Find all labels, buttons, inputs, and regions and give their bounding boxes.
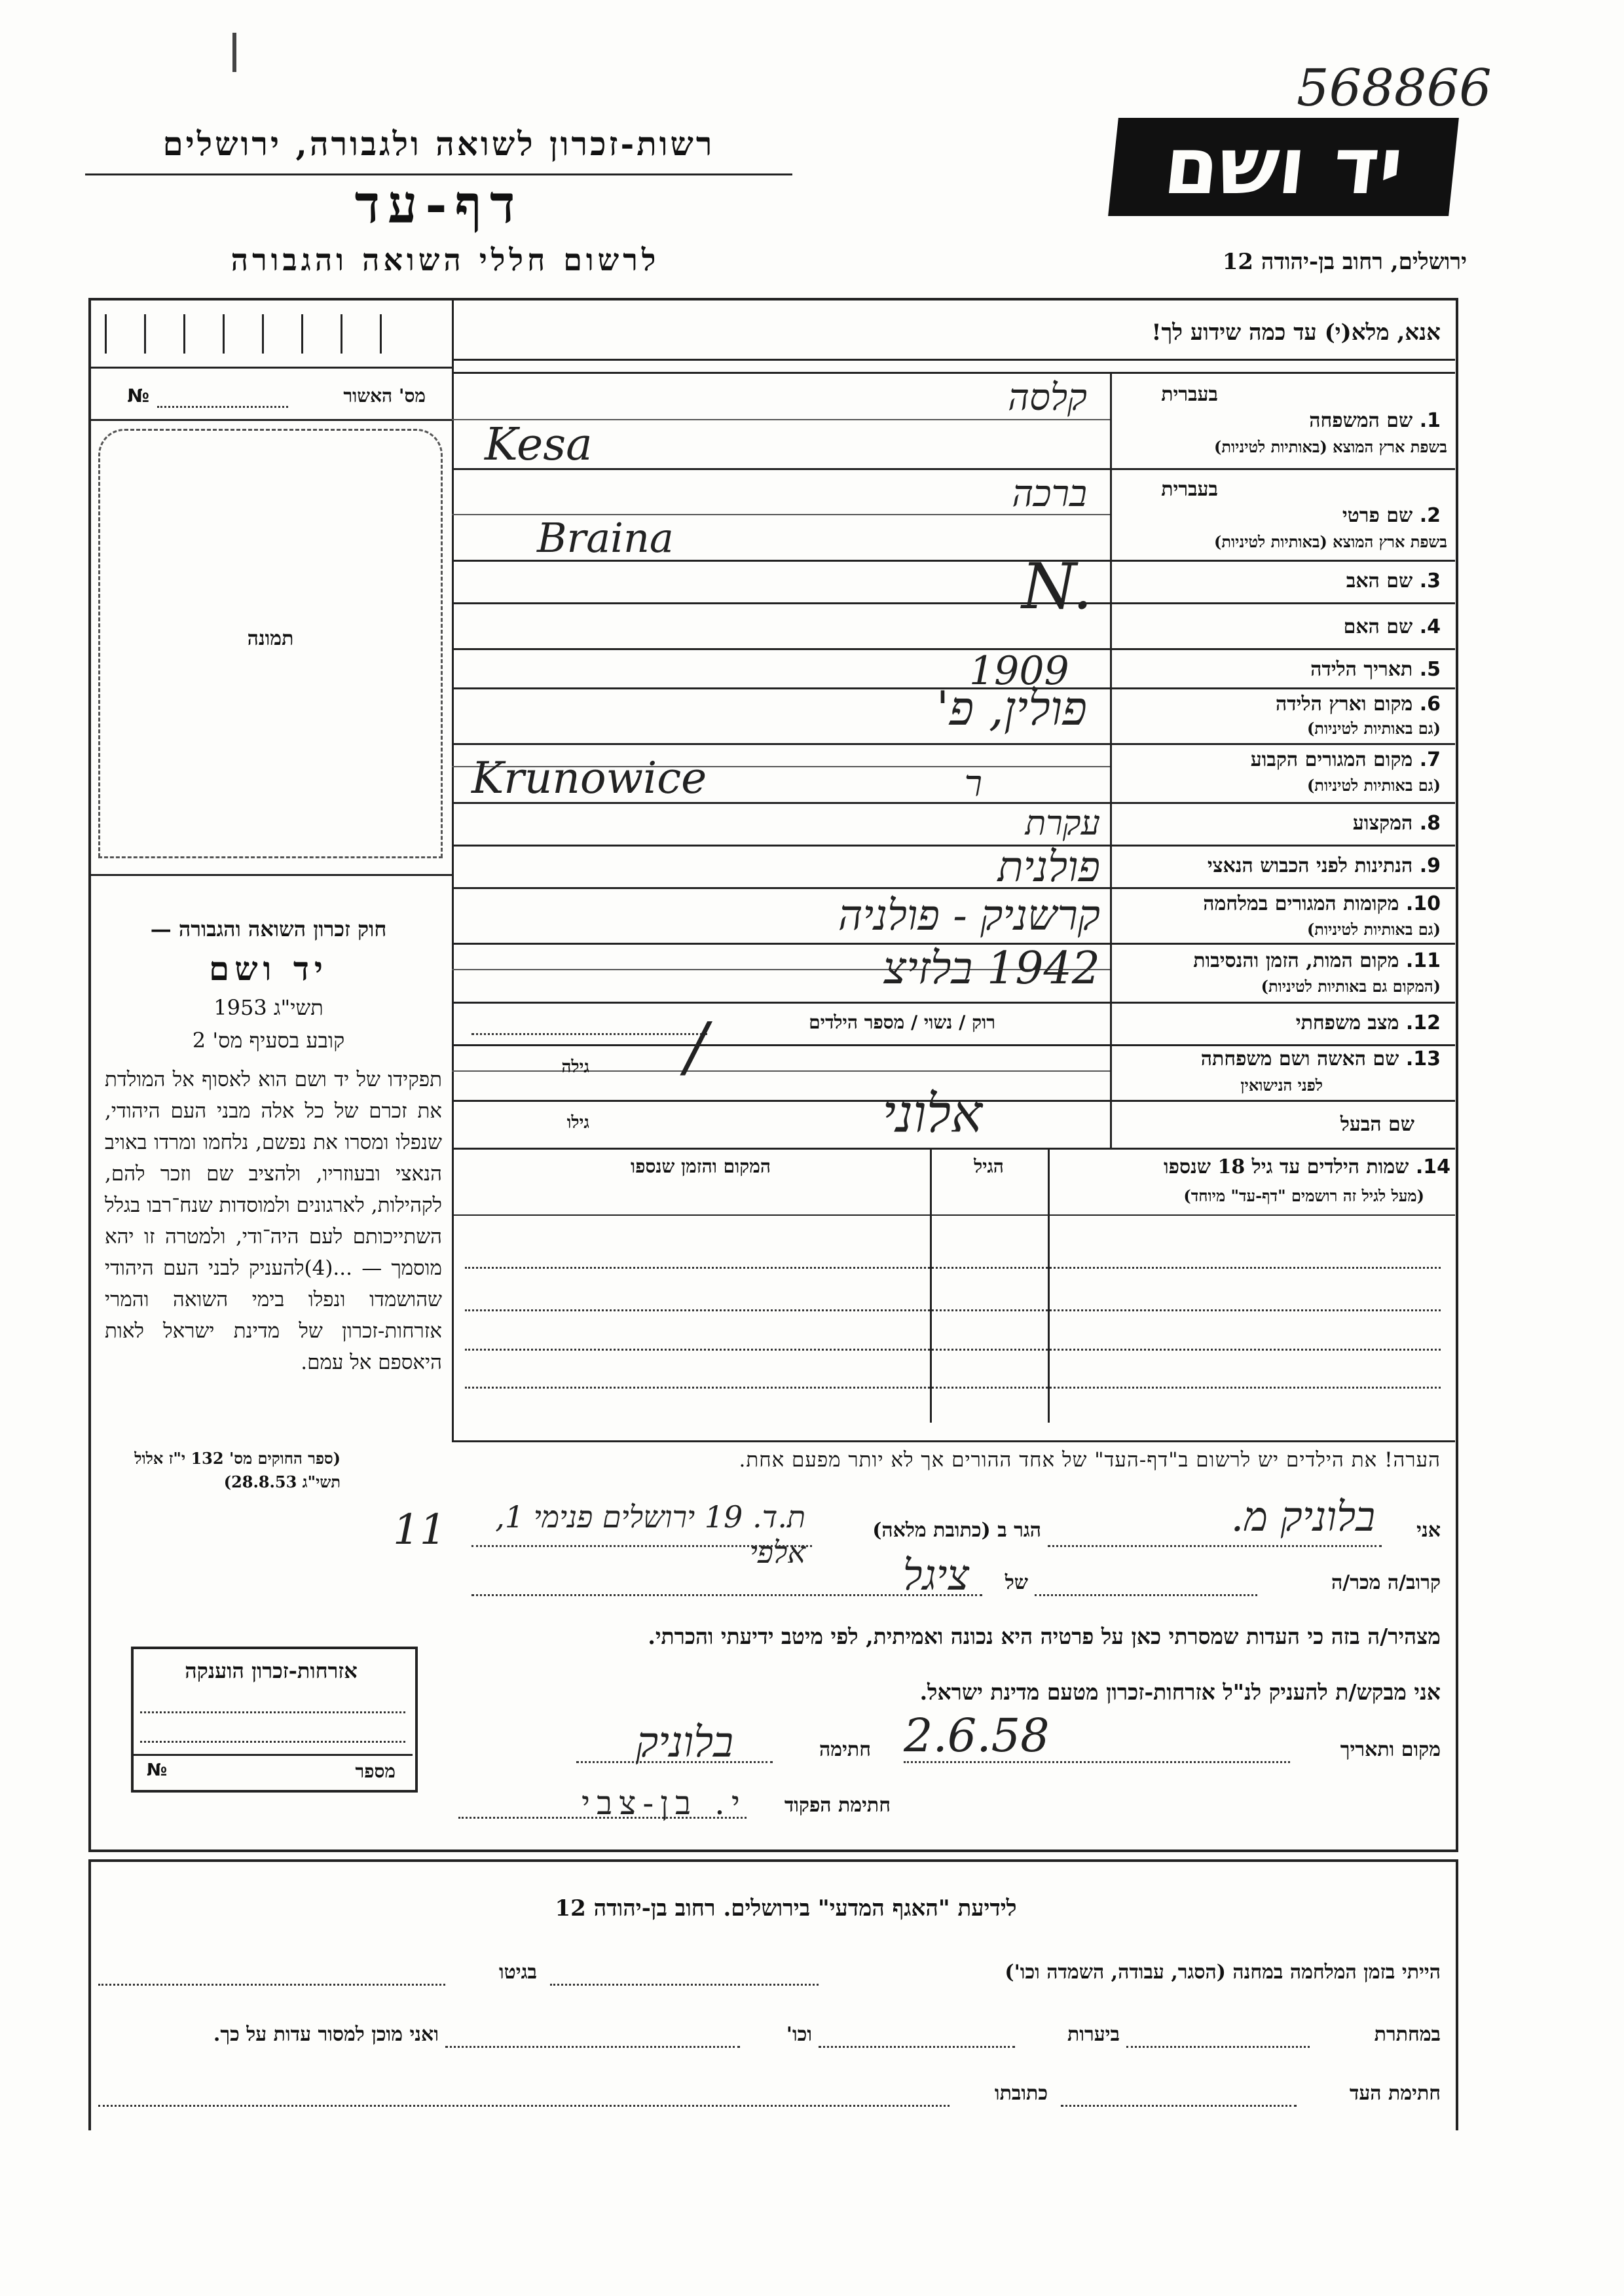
field-6-num: 6. [1419, 693, 1441, 716]
field-1-sub: בשפת ארץ המוצא (באותיות לטיניות) [1214, 437, 1447, 456]
bottom-line1: הייתי בזמן המלחמה במחנה (הסגר, עבודה, השמדה וכו') [1005, 1961, 1441, 1984]
note-text: הערה! את הילדים יש לרשום ב"דף-העד" של אחד ההורים אך לא יותר מפעם אחת. [739, 1448, 1441, 1472]
forests-field[interactable] [819, 2046, 1015, 2048]
yad-vashem-logo [1108, 118, 1459, 216]
witness-address-field[interactable] [98, 2105, 950, 2107]
logo-text: יד ושם [1160, 121, 1408, 212]
field-2-sub: בשפת ארץ המוצא (באותיות לטיניות) [1214, 532, 1447, 551]
field-7-label-text: מקום המגורים הקבוע [1250, 748, 1413, 771]
law-year: תשי"ג 1953 [213, 995, 323, 1020]
of-label: של [1005, 1571, 1028, 1594]
husband-value[interactable]: אלוני [882, 1084, 982, 1144]
field-12-label [1126, 1011, 1441, 1034]
row-line [452, 372, 1455, 374]
children-col-place: המקום והזמן שנספו [631, 1156, 771, 1177]
field-6-label-text: מקום וארץ הלידה [1275, 693, 1413, 716]
field-7-value-extra[interactable]: ר [964, 763, 982, 805]
witness-sig-label: חתימת העד [1349, 2082, 1441, 2105]
field-1-value-latin[interactable]: Kesa [485, 419, 593, 471]
field-13-label-text: שם האשה ושם משפחתה [1200, 1048, 1399, 1070]
declaration-text: מצהיר/ה בזה כי העדות שמסרתי כאן על פרטיה היא נכונה ואמיתית, לפי מיטב ידיעתי והכרתי. [648, 1624, 1441, 1649]
field-5-label [1126, 658, 1441, 681]
bottom-frame-inner-line [88, 1850, 1456, 1852]
field-4-label [1126, 615, 1441, 638]
children-divider-1 [1048, 1148, 1050, 1423]
children-col-age: הגיל [974, 1156, 1004, 1177]
relative-label: קרוב/ה מכר/ה [1331, 1571, 1441, 1594]
field-5-label-text: תאריך הלידה [1310, 658, 1413, 681]
row-line [452, 648, 1455, 650]
field-6-sub: (גם באותיות לטיניות) [1306, 719, 1441, 738]
field-1-label-text: שם המשפחה [1309, 409, 1413, 432]
etc-field[interactable] [445, 2046, 740, 2048]
field-3-value[interactable]: N. [1022, 550, 1093, 623]
row-line [452, 602, 1455, 604]
children-header-line [452, 1214, 1455, 1216]
row-line [452, 1002, 1455, 1004]
field-11-label [1126, 949, 1441, 972]
header-address: ירושלים, רחוב בן-יהודה 12 [1222, 249, 1467, 275]
field-10-num: 10. [1405, 892, 1441, 915]
field-11-sub: (המקום גם באותיות לטיניות) [1261, 977, 1441, 996]
field-13-age-label: גילה [561, 1057, 589, 1077]
field-2-label [1126, 504, 1441, 527]
etc-label: וכו' [786, 2023, 812, 2046]
bottom-title: לידיעת "האגף המדעי" בירושלים. רחוב בן-יהודה 12 [555, 1895, 1017, 1922]
field-6-label [1126, 693, 1441, 716]
field-6-value[interactable]: פולין, פ' [936, 681, 1087, 736]
children-row[interactable] [465, 1349, 1441, 1351]
officer-sig-label: חתימת הפקוד [784, 1794, 891, 1817]
form-title: דף-עד [354, 173, 523, 235]
field-10-sub: (גם באותיות לטיניות) [1306, 920, 1441, 939]
children-num: 14. [1415, 1156, 1450, 1178]
field-13-num: 13. [1405, 1048, 1441, 1070]
camp-field[interactable] [550, 1984, 819, 1986]
declarant-name-field [1048, 1545, 1382, 1547]
declarant-address[interactable]: ת.ד. 19 ירושלים פנימי 1, אלפי [495, 1499, 805, 1570]
forests-label: ביערות [1067, 2023, 1120, 2046]
law-reference: (ספר החוקים מס' 132 י"ז אלול תשי"ג 28.8.53) [134, 1449, 341, 1491]
relative-field[interactable] [1035, 1594, 1257, 1596]
field-7-sub: (גם באותיות לטיניות) [1306, 776, 1441, 795]
field-9-label [1126, 854, 1441, 877]
citizenship-no-symbol: № [147, 1760, 168, 1780]
ghetto-field[interactable] [98, 1984, 445, 1986]
witness-address-label: כתובתו [994, 2082, 1048, 2105]
declarant-address-field [471, 1545, 812, 1547]
children-bottom-line [452, 1440, 1455, 1442]
field-7-value[interactable]: Krunowice [471, 753, 707, 803]
field-7-num: 7. [1419, 748, 1441, 771]
children-row[interactable] [465, 1387, 1441, 1389]
top-stray-mark [232, 33, 236, 72]
label-column-divider [1110, 372, 1112, 1148]
form-subtitle: לרשום חללי השואה והגבורה [231, 242, 660, 278]
witness-sig-field[interactable] [1061, 2105, 1297, 2107]
children-divider-2 [930, 1148, 932, 1423]
field-3-label [1126, 570, 1441, 592]
field-4-label-text: שם האם [1343, 615, 1413, 638]
relation-field [471, 1594, 982, 1596]
field-12-value[interactable]: / [685, 1008, 707, 1085]
field-1-hebrew-tag: בעברית [1161, 383, 1218, 406]
law-name: יד ושם [209, 949, 328, 988]
row-line [452, 1044, 1455, 1046]
citizenship-box [131, 1647, 418, 1793]
relation-value[interactable]: ציגל [902, 1552, 969, 1600]
field-2-value-hebrew[interactable]: ברכה [1012, 473, 1087, 515]
field-9-num: 9. [1419, 854, 1441, 877]
ready-text: ואני מוכן למסור עדות על כך. [213, 2023, 439, 2046]
left-panel-divider [452, 300, 454, 1442]
partisans-label: במחתרת [1374, 2023, 1441, 2046]
field-2-value-latin[interactable]: Braina [537, 514, 674, 562]
field-13-sub: לפני הנישואין [1240, 1076, 1323, 1095]
field-11-num: 11. [1405, 949, 1441, 972]
field-2-hebrew-tag: בעברית [1161, 478, 1218, 501]
field-10-label-text: מקומות המגורים במלחמה [1203, 892, 1399, 915]
approval-field[interactable] [157, 406, 288, 408]
field-9-value[interactable]: פולנית [997, 843, 1100, 892]
margin-mark: 11 [393, 1506, 447, 1554]
field-2-label-text: שם פרטי [1342, 504, 1413, 527]
field-12-label-text: מצב משפחתי [1295, 1011, 1399, 1034]
field-12-num: 12. [1405, 1011, 1441, 1034]
ghetto-label: בגיטו [498, 1961, 537, 1984]
field-10-label [1126, 892, 1441, 915]
intro-text: אנא, מלא(י) עד כמה שידוע לך! [1151, 319, 1441, 346]
approval-no-symbol: № [127, 385, 149, 407]
field-8-num: 8. [1419, 812, 1441, 835]
children-label [1058, 1156, 1450, 1178]
field-8-label-text: המקצוע [1352, 812, 1413, 835]
field-10-value[interactable]: קרשניק - פולניה [838, 892, 1100, 940]
field-5-value[interactable]: 1909 [969, 648, 1069, 694]
field-3-num: 3. [1419, 570, 1441, 592]
signature-value[interactable]: בלוניק [636, 1719, 733, 1767]
officer-sig-value: י. בן-צבי [581, 1784, 747, 1822]
children-row[interactable] [465, 1267, 1441, 1269]
field-8-value[interactable]: עקרת [1025, 804, 1100, 843]
field-8-label [1126, 812, 1441, 835]
approval-label: מס' האשור [343, 385, 426, 407]
field-7-label [1126, 748, 1441, 771]
field-1-value-hebrew[interactable]: קלסה [1008, 376, 1087, 419]
intro-line [452, 359, 1455, 361]
field-9-label-text: הנתינות לפני הכבוש הנאצי [1207, 854, 1413, 877]
field-2-num: 2. [1419, 504, 1441, 527]
partisans-field[interactable] [1126, 2046, 1310, 2048]
law-section: קובע בסעיף מס' 2 [192, 1028, 345, 1053]
request-text: אני מבקש/ת להעניק לנ"ל אזרחות-זכרון מטעם מדינת ישראל. [919, 1679, 1441, 1705]
children-row[interactable] [465, 1309, 1441, 1311]
children-label-text: שמות הילדים עד גיל 18 שנספו [1163, 1156, 1409, 1178]
tally-cells [105, 308, 439, 360]
date-value[interactable]: 2.6.58 [904, 1709, 1050, 1762]
law-title: חוק זכרון השואה והגבורה — [150, 917, 387, 941]
field-1-num: 1. [1419, 409, 1441, 432]
field-11-label-text: מקום המות, הזמן והנסיבות [1193, 949, 1399, 972]
husband-label: שם הבעל [1340, 1113, 1414, 1136]
declarant-name[interactable]: בלוניק מ. [1230, 1493, 1375, 1540]
field-5-num: 5. [1419, 658, 1441, 681]
field-4-num: 4. [1419, 615, 1441, 638]
tally-line [90, 367, 452, 369]
field-3-label-text: שם האב [1346, 570, 1413, 592]
field-1-label [1126, 409, 1441, 432]
photo-bottom-line [90, 874, 452, 876]
photo-box [98, 429, 443, 858]
field-12-options: רוק / נשוי / מספר הילדים [809, 1011, 995, 1033]
citizenship-no-label: מספר [355, 1760, 396, 1782]
serial-number: 568866 [1297, 59, 1492, 118]
field-11-value[interactable]: 1942 בלזיצ [883, 943, 1100, 994]
row-line [452, 743, 1455, 745]
husband-age-label: גילו [566, 1113, 589, 1133]
field-13-label [1126, 1048, 1441, 1070]
signature-label: חתימה [819, 1738, 871, 1761]
citizenship-title: אזרחות-זכרון הוענקה [185, 1658, 358, 1683]
law-text: תפקידו של יד ושם הוא לאסוף אל המולדת את זכרם של כל אלה מבני העם היהודי, שנפלו ומסרו את נפשם, נלחמו ומרדו באויב הנאצי ובעוזריו, ולהציב שם וזכר להם, לקהילות, לארגונים ולמוסדות שנח־רבו בגלל השתייכותם לעם היה־ודי, ולמטרה זו יהא מוסמך — ...(4)להעניק לבני העם היהודי שהושמדו ונפלו בימי השואה והמרי אזרחות-זכרון של מדינת ישראל לאות היאספם אל עמם. [105, 1068, 442, 1374]
declarant-resides: הגר ב (כתובת מלאה) [872, 1519, 1041, 1542]
declarant-ani: אני [1416, 1519, 1441, 1542]
photo-label: תמונה [247, 627, 294, 650]
place-date-label: מקום ותאריך [1340, 1738, 1441, 1761]
authority-title: רשות-זכרון לשואה ולגבורה, ירושלים [162, 124, 715, 163]
approval-line [90, 419, 452, 421]
children-sub: (מעל לגיל זה רושמים "דף-עד" מיוחד) [1183, 1186, 1424, 1205]
row-line [452, 1148, 1455, 1150]
